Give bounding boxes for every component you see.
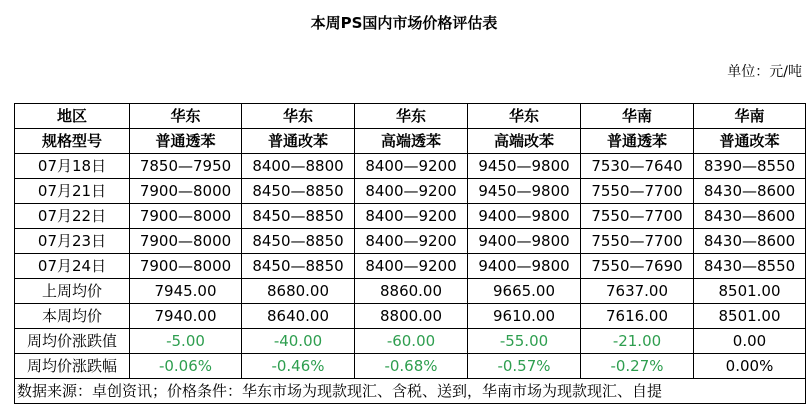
- average-cell: 8860.00: [355, 279, 468, 304]
- spec-label-cell: 规格型号: [15, 129, 130, 154]
- change-value-cell: -21.00: [581, 329, 694, 354]
- price-table: [14, 103, 806, 404]
- average-cell: 7637.00: [581, 279, 694, 304]
- price-range-cell: 8430—8600: [694, 204, 806, 229]
- price-range-cell: 8450—8850: [242, 179, 355, 204]
- price-range-cell: 8400—9200: [355, 254, 468, 279]
- price-range-cell: 7550—7700: [581, 179, 694, 204]
- spec-cell: 普通透苯: [581, 129, 694, 154]
- table-row: [15, 254, 806, 279]
- price-range-cell: 7530—7640: [581, 154, 694, 179]
- date-cell: 07月18日: [15, 154, 130, 179]
- change-pct-cell: -0.27%: [581, 354, 694, 379]
- region-cell: 华东: [355, 104, 468, 129]
- price-range-cell: 7900—8000: [130, 229, 242, 254]
- source-note: 数据来源：卓创资讯；价格条件：华东市场为现款现汇、含税、送到，华南市场为现款现汇、自提: [15, 379, 806, 404]
- row-label-cell: 周均价涨跌幅: [15, 354, 130, 379]
- date-cell: 07月22日: [15, 204, 130, 229]
- date-cell: 07月23日: [15, 229, 130, 254]
- price-range-cell: 9400—9800: [468, 204, 581, 229]
- region-cell: 华南: [694, 104, 806, 129]
- region-label-cell: 地区: [15, 104, 130, 129]
- unit-label: 单位：元/吨: [727, 64, 802, 80]
- source-note-row: [15, 379, 806, 404]
- price-range-cell: 8400—9200: [355, 229, 468, 254]
- price-range-cell: 8450—8850: [242, 204, 355, 229]
- region-header-row: [15, 104, 806, 129]
- average-cell: 8640.00: [242, 304, 355, 329]
- average-cell: 8501.00: [694, 304, 806, 329]
- change-pct-cell: -0.68%: [355, 354, 468, 379]
- last-week-average-row: [15, 279, 806, 304]
- change-value-cell: -5.00: [130, 329, 242, 354]
- region-cell: 华东: [468, 104, 581, 129]
- change-value-cell: -60.00: [355, 329, 468, 354]
- price-range-cell: 9450—9800: [468, 154, 581, 179]
- price-range-cell: 9450—9800: [468, 179, 581, 204]
- row-label-cell: 周均价涨跌值: [15, 329, 130, 354]
- spec-cell: 高端透苯: [355, 129, 468, 154]
- spec-header-row: [15, 129, 806, 154]
- average-cell: 9610.00: [468, 304, 581, 329]
- region-cell: 华东: [130, 104, 242, 129]
- average-cell: 8680.00: [242, 279, 355, 304]
- price-range-cell: 8450—8850: [242, 229, 355, 254]
- change-value-cell: -40.00: [242, 329, 355, 354]
- table-row: [15, 229, 806, 254]
- price-range-cell: 7550—7700: [581, 229, 694, 254]
- price-range-cell: 8450—8850: [242, 254, 355, 279]
- price-range-cell: 7900—8000: [130, 179, 242, 204]
- weekly-change-pct-row: [15, 354, 806, 379]
- price-range-cell: 7900—8000: [130, 254, 242, 279]
- region-cell: 华东: [242, 104, 355, 129]
- table-row: [15, 154, 806, 179]
- page-title: 本周PS国内市场价格评估表: [310, 14, 498, 32]
- average-cell: 8501.00: [694, 279, 806, 304]
- price-range-cell: 8400—8800: [242, 154, 355, 179]
- date-cell: 07月24日: [15, 254, 130, 279]
- average-cell: 9665.00: [468, 279, 581, 304]
- region-cell: 华南: [581, 104, 694, 129]
- price-range-cell: 8430—8550: [694, 254, 806, 279]
- weekly-change-row: [15, 329, 806, 354]
- price-range-cell: 9400—9800: [468, 229, 581, 254]
- price-range-cell: 8400—9200: [355, 154, 468, 179]
- date-cell: 07月21日: [15, 179, 130, 204]
- change-pct-cell: -0.06%: [130, 354, 242, 379]
- price-range-cell: 7900—8000: [130, 204, 242, 229]
- change-pct-cell: -0.57%: [468, 354, 581, 379]
- price-range-cell: 7550—7690: [581, 254, 694, 279]
- average-cell: 7940.00: [130, 304, 242, 329]
- price-range-cell: 8390—8550: [694, 154, 806, 179]
- this-week-average-row: [15, 304, 806, 329]
- change-value-cell: 0.00: [694, 329, 806, 354]
- spec-cell: 普通改苯: [242, 129, 355, 154]
- price-range-cell: 8430—8600: [694, 179, 806, 204]
- change-pct-cell: -0.46%: [242, 354, 355, 379]
- change-pct-cell: 0.00%: [694, 354, 806, 379]
- price-range-cell: 8430—8600: [694, 229, 806, 254]
- price-range-cell: 9400—9800: [468, 254, 581, 279]
- change-value-cell: -55.00: [468, 329, 581, 354]
- table-row: [15, 204, 806, 229]
- price-range-cell: 7850—7950: [130, 154, 242, 179]
- row-label-cell: 本周均价: [15, 304, 130, 329]
- average-cell: 8800.00: [355, 304, 468, 329]
- price-range-cell: 8400—9200: [355, 204, 468, 229]
- average-cell: 7945.00: [130, 279, 242, 304]
- price-range-cell: 8400—9200: [355, 179, 468, 204]
- spec-cell: 普通透苯: [130, 129, 242, 154]
- row-label-cell: 上周均价: [15, 279, 130, 304]
- average-cell: 7616.00: [581, 304, 694, 329]
- table-row: [15, 179, 806, 204]
- spec-cell: 普通改苯: [694, 129, 806, 154]
- spec-cell: 高端改苯: [468, 129, 581, 154]
- price-range-cell: 7550—7700: [581, 204, 694, 229]
